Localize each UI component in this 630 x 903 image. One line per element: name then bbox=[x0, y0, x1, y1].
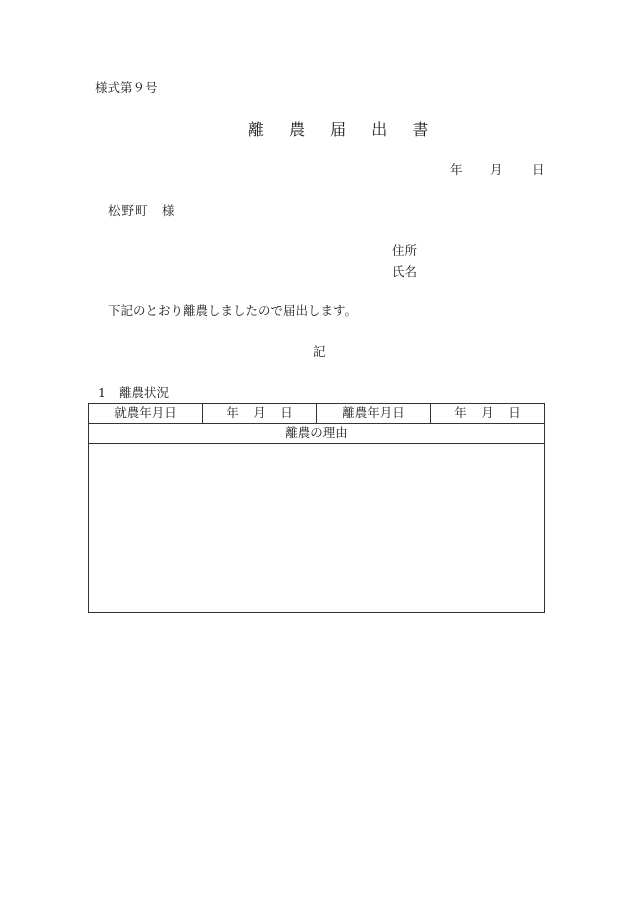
end-month-label: 月 bbox=[481, 405, 494, 421]
end-year-label: 年 bbox=[454, 405, 467, 421]
end-date-label: 離農年月日 bbox=[317, 404, 431, 424]
start-day-label: 日 bbox=[280, 405, 293, 421]
reason-label: 離農の理由 bbox=[89, 424, 545, 444]
start-month-label: 月 bbox=[253, 405, 266, 421]
table-row bbox=[89, 444, 545, 613]
section-title: 離農状況 bbox=[118, 385, 169, 400]
recipient: 松野町 様 bbox=[108, 203, 176, 218]
form-number: 様式第９号 bbox=[95, 80, 158, 95]
address-label: 住所 bbox=[392, 243, 418, 258]
start-year-label: 年 bbox=[226, 405, 239, 421]
date-month-label: 月 bbox=[490, 162, 503, 177]
end-date-field[interactable] bbox=[431, 404, 545, 424]
start-date-field[interactable] bbox=[203, 404, 317, 424]
start-date-label: 就農年月日 bbox=[89, 404, 203, 424]
end-day-label: 日 bbox=[508, 405, 521, 421]
ki-heading: 記 bbox=[313, 344, 326, 359]
table-row bbox=[89, 404, 545, 424]
section-heading bbox=[98, 387, 169, 400]
withdrawal-status-table bbox=[88, 403, 545, 613]
statement-text: 下記のとおり離農しましたので届出します。 bbox=[108, 303, 358, 318]
document-title: 離 農 届 出 書 bbox=[248, 120, 439, 139]
name-label: 氏名 bbox=[392, 264, 418, 279]
date-day-label: 日 bbox=[532, 162, 545, 177]
reason-field[interactable] bbox=[89, 444, 545, 613]
date-year-label: 年 bbox=[450, 162, 463, 177]
section-number: 1 bbox=[98, 385, 106, 400]
table-row bbox=[89, 424, 545, 444]
